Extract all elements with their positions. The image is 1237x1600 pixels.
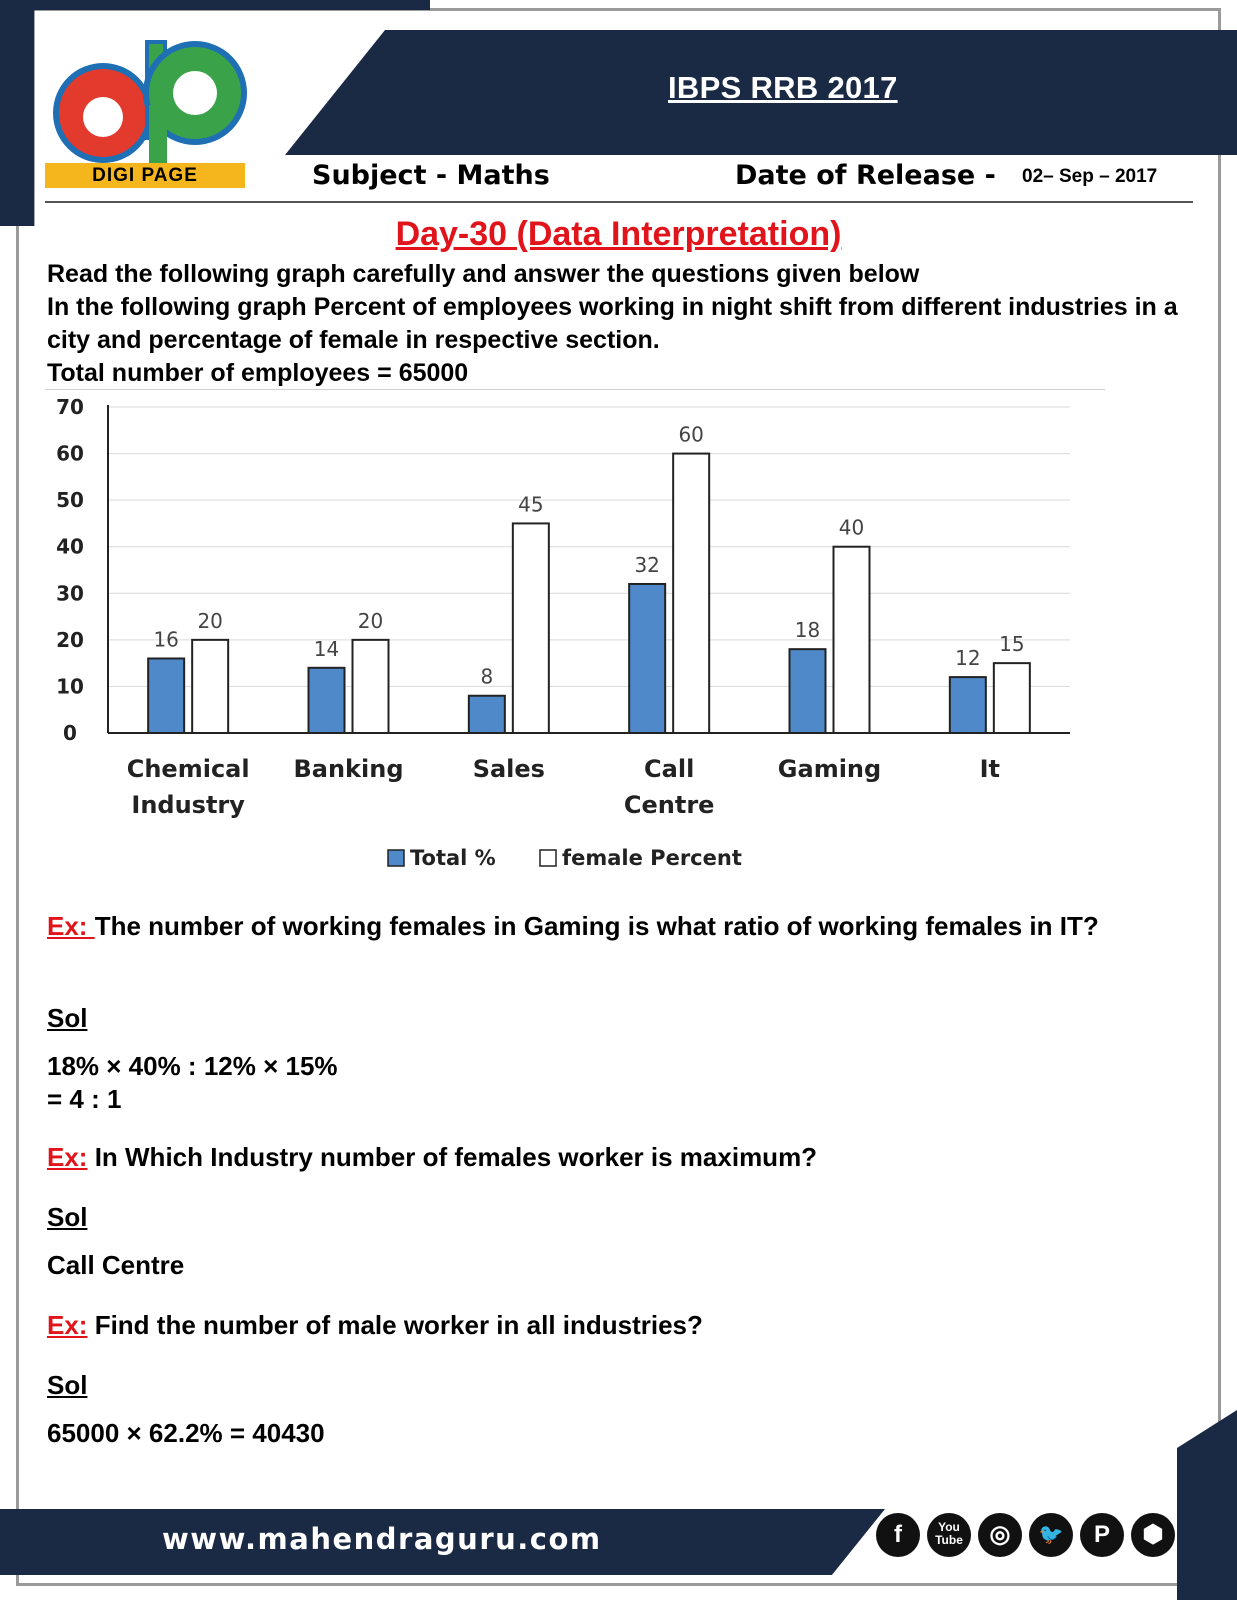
x-tick-label: It	[979, 755, 1001, 783]
bar-female	[834, 547, 870, 733]
x-tick-label: Banking	[293, 755, 404, 783]
bar-total	[790, 649, 826, 733]
data-label: 12	[955, 646, 981, 671]
instagram-icon[interactable]: ◎	[978, 1513, 1022, 1557]
x-tick-label: Industry	[131, 791, 245, 819]
x-tick-label: Centre	[623, 791, 715, 819]
chart-top-rule	[45, 389, 1105, 390]
youtube-icon[interactable]: You Tube	[927, 1513, 971, 1557]
data-label: 14	[313, 636, 340, 661]
question-text: In Which Industry number of females worker is maximum?	[87, 1142, 818, 1172]
sol-label: Sol	[47, 1003, 88, 1033]
y-tick-label: 10	[56, 674, 84, 699]
brand-label: DIGI PAGE	[45, 163, 245, 188]
question-1	[47, 910, 1207, 943]
footer-url[interactable]: www.mahendraguru.com	[162, 1522, 602, 1556]
data-label: 18	[794, 618, 821, 643]
bar-total	[309, 668, 345, 733]
legend-label: female Percent	[562, 846, 742, 870]
solution-2	[47, 1201, 1207, 1282]
page-title: Day-30 (Data Interpretation)	[395, 215, 842, 253]
twitter-icon[interactable]: 🐦	[1029, 1513, 1073, 1557]
question-text: The number of working females in Gaming is what ratio of working females in IT?	[94, 911, 1099, 941]
exam-title: IBPS RRB 2017	[668, 70, 898, 105]
x-tick-label: Gaming	[777, 755, 882, 783]
android-icon[interactable]: ⬢	[1131, 1513, 1175, 1557]
bar-female	[353, 640, 389, 733]
bar-total	[950, 677, 986, 733]
pinterest-icon[interactable]: P	[1080, 1513, 1124, 1557]
data-label: 20	[357, 608, 384, 633]
x-tick-label: Sales	[472, 755, 545, 783]
x-tick-label: Chemical	[126, 755, 250, 783]
answer-line: = 4 : 1	[47, 1084, 122, 1114]
bar-total	[469, 696, 505, 733]
question-text: Find the number of male worker in all industries?	[87, 1310, 703, 1340]
intro-line: Read the following graph carefully and answer the questions given below	[47, 260, 920, 288]
y-tick-label: 70	[56, 395, 84, 419]
solution-1	[47, 1002, 1207, 1116]
bar-chart	[40, 395, 1120, 905]
bar-female	[994, 663, 1030, 733]
y-tick-label: 50	[56, 488, 84, 513]
y-tick-label: 20	[56, 627, 84, 652]
sol-label: Sol	[47, 1202, 88, 1232]
ex-label: Ex:	[47, 911, 95, 941]
question-3	[47, 1309, 1207, 1342]
y-tick-label: 60	[56, 441, 84, 466]
solution-3	[47, 1369, 1207, 1450]
data-label: 32	[634, 552, 660, 577]
y-tick-label: 30	[56, 581, 84, 606]
question-2	[47, 1141, 1207, 1174]
data-label: 16	[153, 627, 179, 652]
facebook-icon[interactable]: f	[876, 1513, 920, 1557]
intro-text	[47, 258, 1217, 390]
bar-total	[629, 584, 665, 733]
intro-line: Total number of employees = 65000	[47, 359, 469, 387]
release-date: 02– Sep – 2017	[1022, 166, 1158, 187]
data-label: 60	[678, 422, 704, 447]
ex-label: Ex:	[47, 1310, 88, 1340]
sol-label: Sol	[47, 1370, 88, 1400]
legend-label: Total %	[410, 846, 496, 870]
legend-swatch	[388, 850, 404, 866]
intro-line: In the following graph Percent of employees working in night shift from different industries in a city and percentage of female in respective section.	[47, 293, 1178, 354]
legend-swatch	[540, 850, 556, 866]
answer-line: Call Centre	[47, 1250, 185, 1280]
data-label: 45	[518, 492, 544, 517]
answer-line: 18% × 40% : 12% × 15%	[47, 1051, 338, 1081]
bar-female	[673, 454, 709, 733]
answer-line: 65000 × 62.2% = 40430	[47, 1418, 325, 1448]
y-tick-label: 40	[56, 534, 84, 559]
header-divider	[45, 201, 1193, 203]
release-label: Date of Release -	[735, 160, 996, 191]
bar-total	[148, 658, 184, 733]
y-tick-label: 0	[63, 721, 77, 745]
data-label: 40	[838, 515, 865, 540]
data-label: 8	[480, 664, 494, 689]
bar-female	[513, 523, 549, 733]
data-label: 15	[999, 632, 1025, 657]
data-label: 20	[197, 608, 223, 633]
subject-label: Subject - Maths	[312, 160, 550, 191]
x-tick-label: Call	[644, 755, 695, 783]
ex-label: Ex:	[47, 1142, 88, 1172]
bar-female	[192, 640, 228, 733]
